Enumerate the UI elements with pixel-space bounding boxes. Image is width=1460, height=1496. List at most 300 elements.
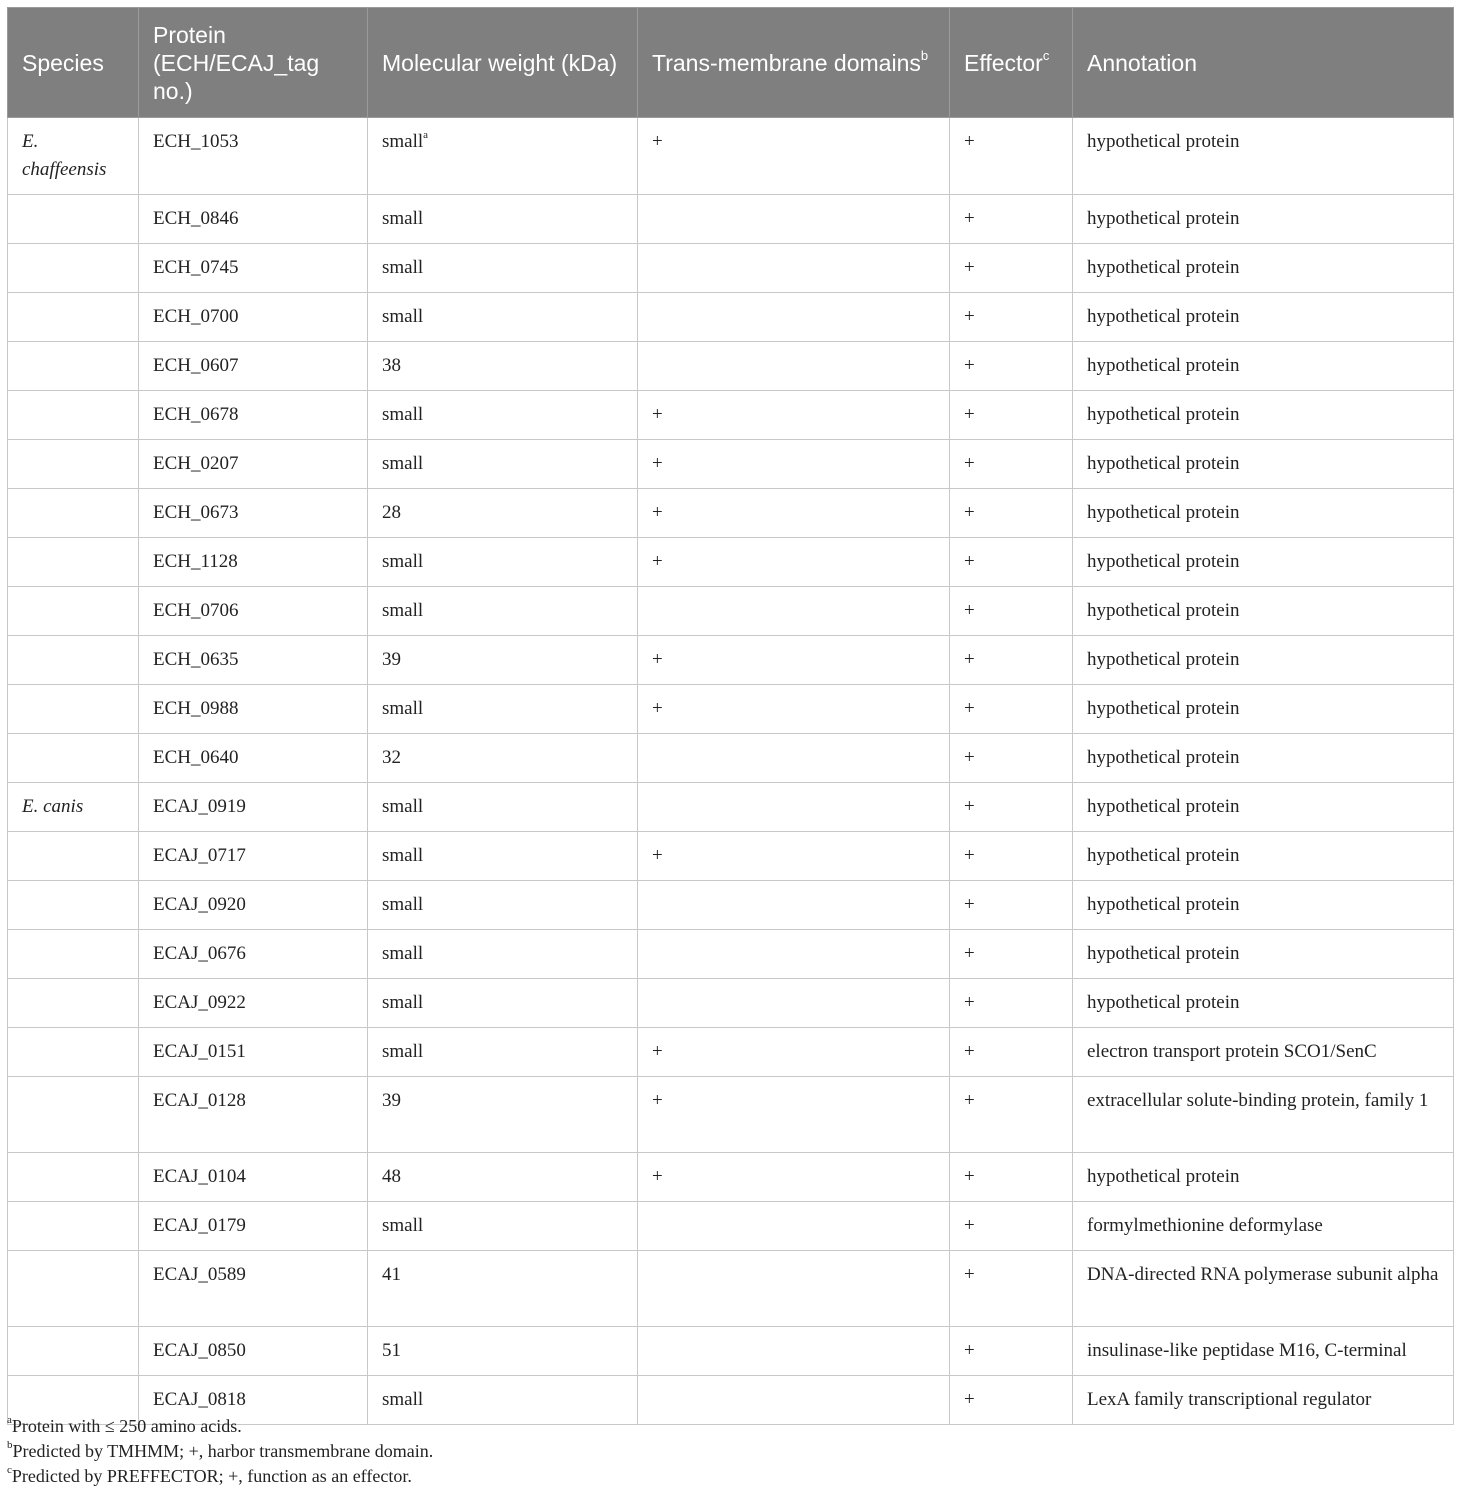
transmembrane-cell-text: + [652,502,663,523]
annotation-cell [1073,195,1454,244]
molecular-weight-cell [368,832,638,881]
footnote-text: Protein with ≤ 250 amino acids. [11,1416,242,1436]
molecular-weight-cell [368,979,638,1028]
protein-cell [139,293,368,342]
effector-cell-text: + [964,600,975,621]
molecular-weight-cell [368,734,638,783]
table-row [8,979,1454,1028]
effector-cell-text: + [964,1090,975,1111]
annotation-cell-text: hypothetical protein [1087,894,1240,915]
molecular-weight-cell-text: small [382,992,424,1013]
annotation-cell-text: hypothetical protein [1087,404,1240,425]
molecular-weight-cell-text: 38 [382,355,401,376]
species-cell [8,293,139,342]
protein-cell-text: ECH_0988 [153,698,239,719]
effector-cell-text: + [964,306,975,327]
protein-cell-text: ECH_0207 [153,453,239,474]
molecular-weight-cell [368,391,638,440]
annotation-cell [1073,1077,1454,1153]
annotation-cell-text: hypothetical protein [1087,502,1240,523]
annotation-cell [1073,391,1454,440]
annotation-cell-text: hypothetical protein [1087,355,1240,376]
annotation-cell [1073,244,1454,293]
effector-cell-text: + [964,355,975,376]
annotation-cell-text: hypothetical protein [1087,208,1240,229]
molecular-weight-cell-text: 28 [382,502,401,523]
annotation-cell [1073,1153,1454,1202]
effector-cell [950,685,1073,734]
annotation-cell-text: hypothetical protein [1087,698,1240,719]
annotation-cell [1073,685,1454,734]
effector-cell-text: + [964,845,975,866]
table-row [8,244,1454,293]
annotation-cell-text: hypothetical protein [1087,649,1240,670]
protein-cell [139,244,368,293]
annotation-cell [1073,832,1454,881]
protein-cell-text: ECAJ_0920 [153,894,246,915]
footnote-marker-a: a [423,128,429,141]
annotation-cell-text: hypothetical protein [1087,992,1240,1013]
protein-cell-text: ECAJ_0818 [153,1389,246,1410]
transmembrane-cell-text: + [652,1041,663,1062]
table-row [8,342,1454,391]
table-row [8,118,1454,195]
effector-cell [950,636,1073,685]
protein-cell-text: ECAJ_0717 [153,845,246,866]
molecular-weight-cell [368,1202,638,1251]
annotation-cell [1073,293,1454,342]
transmembrane-cell [638,734,950,783]
transmembrane-cell-text: + [652,845,663,866]
footnote-marker-b: b [920,47,929,63]
species-cell [8,391,139,440]
footnote-text: Predicted by PREFFECTOR; +, function as an effector. [11,1466,412,1486]
protein-cell [139,1202,368,1251]
molecular-weight-cell-text: 51 [382,1340,401,1361]
transmembrane-cell [638,538,950,587]
species-cell [8,587,139,636]
molecular-weight-cell [368,195,638,244]
protein-cell-text: ECH_0640 [153,747,239,768]
species-cell [8,440,139,489]
protein-cell [139,685,368,734]
protein-cell [139,783,368,832]
transmembrane-cell [638,293,950,342]
protein-cell [139,979,368,1028]
effector-cell-text: + [964,1340,975,1361]
species-cell [8,489,139,538]
protein-cell [139,1077,368,1153]
species-cell [8,1077,139,1153]
annotation-cell [1073,587,1454,636]
protein-cell [139,440,368,489]
molecular-weight-cell [368,538,638,587]
table-row [8,685,1454,734]
transmembrane-cell [638,636,950,685]
effector-cell-text: + [964,257,975,278]
table-row [8,587,1454,636]
protein-cell [139,587,368,636]
transmembrane-cell [638,685,950,734]
transmembrane-cell-text: + [652,453,663,474]
header-species: Species [8,8,139,118]
effector-cell-text: + [964,649,975,670]
molecular-weight-cell-text: small [382,453,424,474]
annotation-cell [1073,1251,1454,1327]
footnote-mark: c [7,1464,12,1476]
effector-cell [950,440,1073,489]
effector-cell [950,195,1073,244]
transmembrane-cell [638,195,950,244]
table-row [8,1251,1454,1327]
protein-cell-text: ECH_0678 [153,404,239,425]
protein-cell-text: ECH_0745 [153,257,239,278]
transmembrane-cell [638,1077,950,1153]
molecular-weight-cell [368,489,638,538]
protein-cell [139,391,368,440]
footnote-marker-c: c [1042,47,1050,63]
annotation-cell [1073,118,1454,195]
annotation-cell-text: formylmethionine deformylase [1087,1215,1323,1236]
transmembrane-cell [638,979,950,1028]
transmembrane-cell [638,1202,950,1251]
species-cell [8,1153,139,1202]
molecular-weight-cell-text: small [382,208,424,229]
molecular-weight-cell-text: small [382,404,424,425]
transmembrane-cell [638,1153,950,1202]
effector-cell [950,881,1073,930]
species-cell [8,118,139,195]
transmembrane-cell-text: + [652,131,663,152]
protein-cell-text: ECAJ_0589 [153,1264,246,1285]
species-cell [8,342,139,391]
annotation-cell [1073,489,1454,538]
table-body [8,118,1454,1425]
molecular-weight-cell [368,293,638,342]
header-protein: Protein (ECH/ECAJ_tag no.) [139,8,368,118]
header-transmembrane [638,8,950,118]
species-cell [8,685,139,734]
annotation-cell [1073,881,1454,930]
footnote-mark: a [7,1414,12,1426]
annotation-cell-text: hypothetical protein [1087,306,1240,327]
effector-cell [950,118,1073,195]
annotation-cell-text: LexA family transcriptional regulator [1087,1389,1372,1410]
effector-cell-text: + [964,992,975,1013]
molecular-weight-cell-text: small [382,894,424,915]
effector-cell [950,1202,1073,1251]
species-cell [8,734,139,783]
annotation-cell-text: hypothetical protein [1087,600,1240,621]
species-cell [8,195,139,244]
effector-cell [950,587,1073,636]
effector-cell-text: + [964,208,975,229]
effector-cell [950,1327,1073,1376]
species-cell [8,783,139,832]
annotation-cell-text: hypothetical protein [1087,131,1240,152]
transmembrane-cell-text: + [652,649,663,670]
table-row [8,1028,1454,1077]
molecular-weight-cell-text: small [382,600,424,621]
annotation-cell-text: hypothetical protein [1087,1166,1240,1187]
header-row [8,8,1454,118]
molecular-weight-cell-text: small [382,1041,424,1062]
species-cell [8,930,139,979]
species-cell [8,538,139,587]
transmembrane-cell [638,391,950,440]
table-row [8,881,1454,930]
table-row [8,1202,1454,1251]
molecular-weight-cell-text: small [382,306,424,327]
species-cell [8,636,139,685]
protein-cell-text: ECH_0607 [153,355,239,376]
protein-cell [139,734,368,783]
effector-cell [950,832,1073,881]
molecular-weight-cell-text: small [382,698,424,719]
table-row [8,1153,1454,1202]
effector-cell [950,342,1073,391]
table-row [8,832,1454,881]
table-row [8,930,1454,979]
protein-cell-text: ECAJ_0676 [153,943,246,964]
molecular-weight-cell-text: 32 [382,747,401,768]
transmembrane-cell-text: + [652,404,663,425]
species-cell [8,979,139,1028]
transmembrane-cell [638,489,950,538]
transmembrane-cell [638,1251,950,1327]
effector-cell-text: + [964,1264,975,1285]
table-row [8,538,1454,587]
transmembrane-cell [638,440,950,489]
footnote-line [7,1439,1453,1464]
protein-cell [139,489,368,538]
molecular-weight-cell [368,783,638,832]
molecular-weight-cell [368,1251,638,1327]
molecular-weight-cell-text: 39 [382,649,401,670]
annotation-cell [1073,1327,1454,1376]
effector-cell [950,1028,1073,1077]
protein-cell [139,1028,368,1077]
transmembrane-cell [638,1327,950,1376]
header-molecular-weight: Molecular weight (kDa) [368,8,638,118]
table-row [8,195,1454,244]
effector-cell-text: + [964,943,975,964]
molecular-weight-cell-text: small [382,943,424,964]
annotation-cell [1073,734,1454,783]
protein-cell-text: ECH_0673 [153,502,239,523]
effector-cell [950,930,1073,979]
annotation-cell [1073,342,1454,391]
footnote-mark: b [7,1439,13,1451]
effector-cell-text: + [964,1166,975,1187]
effector-cell [950,734,1073,783]
molecular-weight-cell-text: small [382,1389,424,1410]
protein-cell-text: ECH_0706 [153,600,239,621]
protein-cell-text: ECAJ_0850 [153,1340,246,1361]
molecular-weight-cell-text: small [382,796,424,817]
table-row [8,734,1454,783]
molecular-weight-cell-text: small [382,845,424,866]
molecular-weight-cell [368,930,638,979]
annotation-cell [1073,930,1454,979]
transmembrane-cell [638,930,950,979]
molecular-weight-cell-text: 48 [382,1166,401,1187]
species-cell [8,1327,139,1376]
effector-cell [950,391,1073,440]
protein-cell-text: ECH_1128 [153,551,238,572]
molecular-weight-cell-text: small [382,551,424,572]
transmembrane-cell-text: + [652,1166,663,1187]
molecular-weight-cell [368,342,638,391]
transmembrane-cell [638,783,950,832]
effector-cell [950,489,1073,538]
protein-cell [139,1327,368,1376]
protein-cell [139,538,368,587]
effector-cell [950,1251,1073,1327]
annotation-cell-text: hypothetical protein [1087,257,1240,278]
species-cell [8,832,139,881]
molecular-weight-cell [368,1077,638,1153]
effector-cell-text: + [964,131,975,152]
table-row [8,1327,1454,1376]
protein-cell-text: ECAJ_0151 [153,1041,246,1062]
header-annotation: Annotation [1073,8,1454,118]
effector-cell-text: + [964,796,975,817]
protein-table [7,7,1454,1425]
annotation-cell-text: insulinase-like peptidase M16, C-terminal [1087,1340,1407,1361]
effector-cell-text: + [964,404,975,425]
protein-cell-text: ECH_1053 [153,131,239,152]
footnote-text: Predicted by TMHMM; +, harbor transmembrane domain. [12,1441,434,1461]
molecular-weight-cell [368,587,638,636]
effector-cell [950,1077,1073,1153]
annotation-cell-text: hypothetical protein [1087,747,1240,768]
protein-cell [139,1251,368,1327]
molecular-weight-cell-text: 41 [382,1264,401,1285]
effector-cell-text: + [964,1041,975,1062]
annotation-cell [1073,1028,1454,1077]
species-cell [8,1251,139,1327]
transmembrane-cell-text: + [652,551,663,572]
protein-cell-text: ECAJ_0179 [153,1215,246,1236]
annotation-cell [1073,783,1454,832]
effector-cell [950,979,1073,1028]
protein-cell [139,832,368,881]
effector-cell [950,1153,1073,1202]
molecular-weight-cell [368,636,638,685]
species-cell [8,881,139,930]
transmembrane-cell [638,342,950,391]
molecular-weight-cell-text: small [382,1215,424,1236]
protein-cell-text: ECAJ_0128 [153,1090,246,1111]
protein-cell-text: ECH_0635 [153,649,239,670]
molecular-weight-cell [368,1028,638,1077]
effector-cell [950,244,1073,293]
effector-cell-text: + [964,1215,975,1236]
effector-cell [950,293,1073,342]
transmembrane-cell-text: + [652,698,663,719]
effector-cell [950,538,1073,587]
annotation-cell [1073,440,1454,489]
transmembrane-cell [638,587,950,636]
annotation-cell-text: hypothetical protein [1087,551,1240,572]
species-cell [8,244,139,293]
protein-cell [139,636,368,685]
footnote-line [7,1464,1453,1489]
annotation-cell-text: hypothetical protein [1087,453,1240,474]
annotation-cell [1073,636,1454,685]
annotation-cell [1073,979,1454,1028]
species-cell [8,1028,139,1077]
effector-cell-text: + [964,551,975,572]
effector-cell-text: + [964,1389,975,1410]
protein-cell-text: ECH_0846 [153,208,239,229]
molecular-weight-cell-text: 39 [382,1090,401,1111]
species-cell [8,1202,139,1251]
protein-cell-text: ECAJ_0919 [153,796,246,817]
table-header [8,8,1454,118]
table-row [8,391,1454,440]
annotation-cell-text: hypothetical protein [1087,796,1240,817]
transmembrane-cell [638,1028,950,1077]
annotation-cell [1073,538,1454,587]
molecular-weight-cell-text: small [382,257,424,278]
table-row [8,440,1454,489]
species-cell-text: E. chaffeensis [22,131,107,180]
annotation-cell [1073,1202,1454,1251]
table-row [8,489,1454,538]
table-row [8,293,1454,342]
effector-cell-text: + [964,453,975,474]
effector-cell-text: + [964,894,975,915]
header-transmembrane-label: Trans-membrane domains [652,49,921,76]
annotation-cell-text: hypothetical protein [1087,845,1240,866]
protein-cell [139,1153,368,1202]
header-effector [950,8,1073,118]
footnotes [7,1414,1453,1489]
protein-cell [139,195,368,244]
effector-cell-text: + [964,698,975,719]
protein-cell-text: ECAJ_0104 [153,1166,246,1187]
species-cell-text: E. canis [22,796,84,817]
annotation-cell-text: DNA-directed RNA polymerase subunit alpha [1087,1264,1439,1285]
molecular-weight-cell [368,685,638,734]
molecular-weight-cell [368,440,638,489]
molecular-weight-cell [368,118,638,195]
protein-cell-text: ECH_0700 [153,306,239,327]
protein-cell [139,118,368,195]
molecular-weight-cell [368,1153,638,1202]
molecular-weight-cell [368,244,638,293]
molecular-weight-cell-text: small [382,131,424,152]
protein-cell [139,342,368,391]
annotation-cell-text: extracellular solute-binding protein, family 1 [1087,1090,1429,1111]
table-row [8,783,1454,832]
header-effector-label: Effector [964,49,1043,76]
protein-cell [139,930,368,979]
footnote-line [7,1414,1453,1439]
transmembrane-cell [638,832,950,881]
annotation-cell-text: hypothetical protein [1087,943,1240,964]
protein-cell-text: ECAJ_0922 [153,992,246,1013]
molecular-weight-cell [368,1327,638,1376]
table-row [8,1077,1454,1153]
molecular-weight-cell [368,881,638,930]
transmembrane-cell [638,881,950,930]
table-row [8,636,1454,685]
transmembrane-cell [638,244,950,293]
effector-cell-text: + [964,502,975,523]
